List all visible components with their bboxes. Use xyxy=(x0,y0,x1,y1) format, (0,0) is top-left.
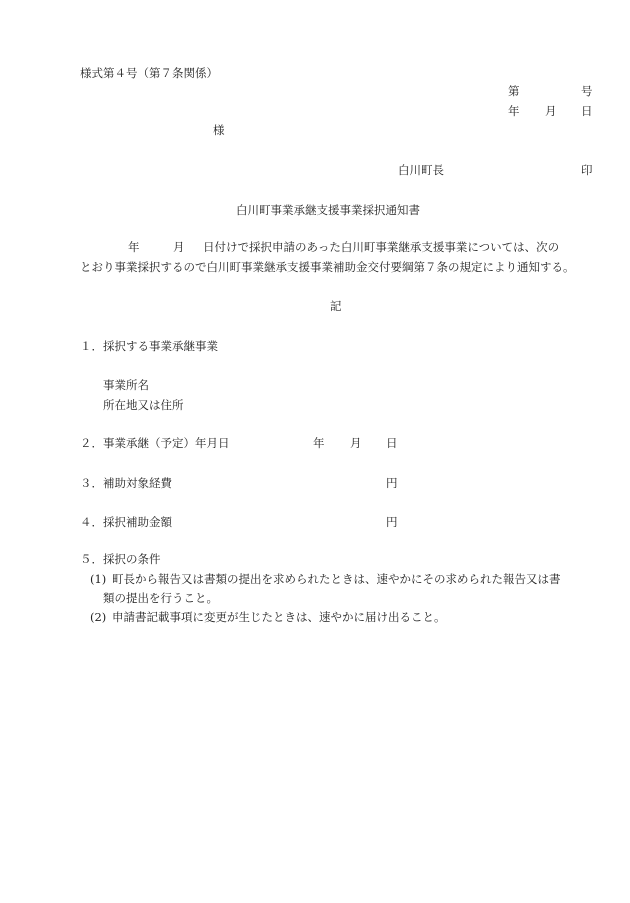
condition-1-line2: 類の提出を行うこと。 xyxy=(103,591,218,605)
condition-1-line1: 町長から報告又は書類の提出を求められたときは、速やかにその求められた報告又は書 xyxy=(112,572,561,586)
item-2-num: ２． xyxy=(80,436,103,450)
body-line1: 日付けで採択申請のあった白川町事業継承支援事業については、次の xyxy=(203,240,560,254)
item-5-num: ５． xyxy=(80,552,103,566)
body-year: 年 xyxy=(128,240,140,254)
body-line2: とおり事業採択するので白川町事業継承支援事業補助金交付要綱第７条の規定により通知する。 xyxy=(80,260,575,274)
addressee-suffix: 様 xyxy=(213,123,225,137)
number-suffix: 号 xyxy=(581,84,593,98)
condition-2-num: (2) xyxy=(90,610,107,624)
item-1-label: 採択する事業承継事業 xyxy=(103,339,218,353)
item-2-day: 日 xyxy=(386,436,398,450)
item-2-year: 年 xyxy=(313,436,325,450)
item-1-sub-business-name: 事業所名 xyxy=(103,378,149,392)
item-5-label: 採択の条件 xyxy=(103,552,161,566)
date-year: 年 xyxy=(508,104,520,118)
condition-1-num: (1) xyxy=(90,572,107,586)
item-4-num: ４． xyxy=(80,515,103,529)
item-3-unit: 円 xyxy=(386,476,398,490)
issuer-name: 白川町長 xyxy=(398,163,444,177)
body-month: 月 xyxy=(173,240,185,254)
condition-2-line1: 申請書記載事項に変更が生じたときは、速やかに届け出ること。 xyxy=(112,610,446,624)
seal-mark: 印 xyxy=(581,163,593,177)
note-heading: 記 xyxy=(330,299,342,313)
number-prefix: 第 xyxy=(508,84,520,98)
item-4-unit: 円 xyxy=(386,515,398,529)
item-2-month: 月 xyxy=(350,436,362,450)
date-day: 日 xyxy=(581,104,593,118)
date-month: 月 xyxy=(545,104,557,118)
item-1-num: １． xyxy=(80,339,103,353)
item-3-label: 補助対象経費 xyxy=(103,476,172,490)
form-label: 様式第４号（第７条関係） xyxy=(80,66,218,80)
item-3-num: ３． xyxy=(80,476,103,490)
item-4-label: 採択補助金額 xyxy=(103,515,172,529)
document-title: 白川町事業承継支援事業採択通知書 xyxy=(236,203,420,217)
item-1-sub-address: 所在地又は住所 xyxy=(103,398,184,412)
item-2-label: 事業承継（予定）年月日 xyxy=(103,436,230,450)
